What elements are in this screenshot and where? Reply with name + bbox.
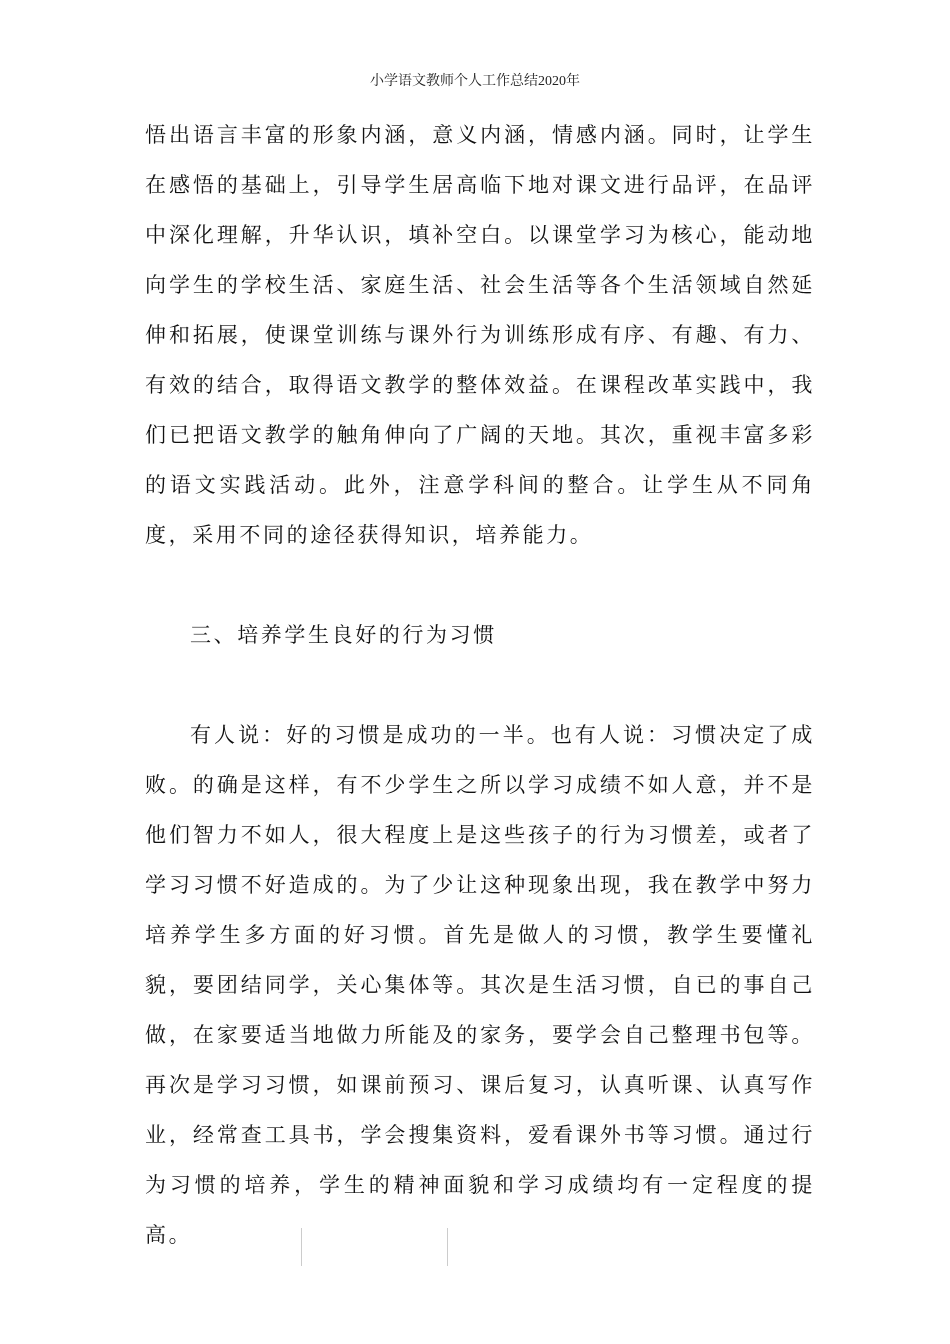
footer-divider-right bbox=[447, 1228, 448, 1266]
body-paragraph-2: 有人说：好的习惯是成功的一半。也有人说：习惯决定了成败。的确是这样，有不少学生之所以学习成绩不如人意，并不是他们智力不如人，很大程度上是这些孩子的行为习惯差，或者了学习习惯不好造成的。为了少让这种现象出现，我在教学中努力培养学生多方面的好习惯。首先是做人的习惯，教学生要懂礼貌，要团结同学，关心集体等。其次是生活习惯，自已的事自己做，在家要适当地做力所能及的家务，要学会自己整理书包等。再次是学习习惯，如课前预习、课后复习，认真听课、认真写作业，经常查工具书，学会搜集资料，爱看课外书等习惯。通过行为习惯的培养，学生的精神面貌和学习成绩均有一定程度的提高。 bbox=[145, 723, 815, 1247]
section-heading: 三、培养学生良好的行为习惯 bbox=[190, 623, 497, 647]
body-paragraph-1: 悟出语言丰富的形象内涵，意义内涵，情感内涵。同时，让学生在感悟的基础上，引导学生居高临下地对课文进行品评，在品评中深化理解，升华认识，填补空白。以课堂学习为核心，能动地向学生的学校生活、家庭生活、社会生活等各个生活领域自然延伸和拓展，使课堂训练与课外行为训练形成有序、有趣、有力、有效的结合，取得语文教学的整体效益。在课程改革实践中，我们已把语文教学的触角伸向了广阔的天地。其次，重视丰富多彩的语文实践活动。此外，注意学科间的整合。让学生从不同角度，采用不同的途径获得知识，培养能力。 bbox=[145, 123, 815, 547]
page-header-title: 小学语文教师个人工作总结2020年 bbox=[370, 74, 580, 89]
footer-divider-left bbox=[301, 1228, 302, 1266]
